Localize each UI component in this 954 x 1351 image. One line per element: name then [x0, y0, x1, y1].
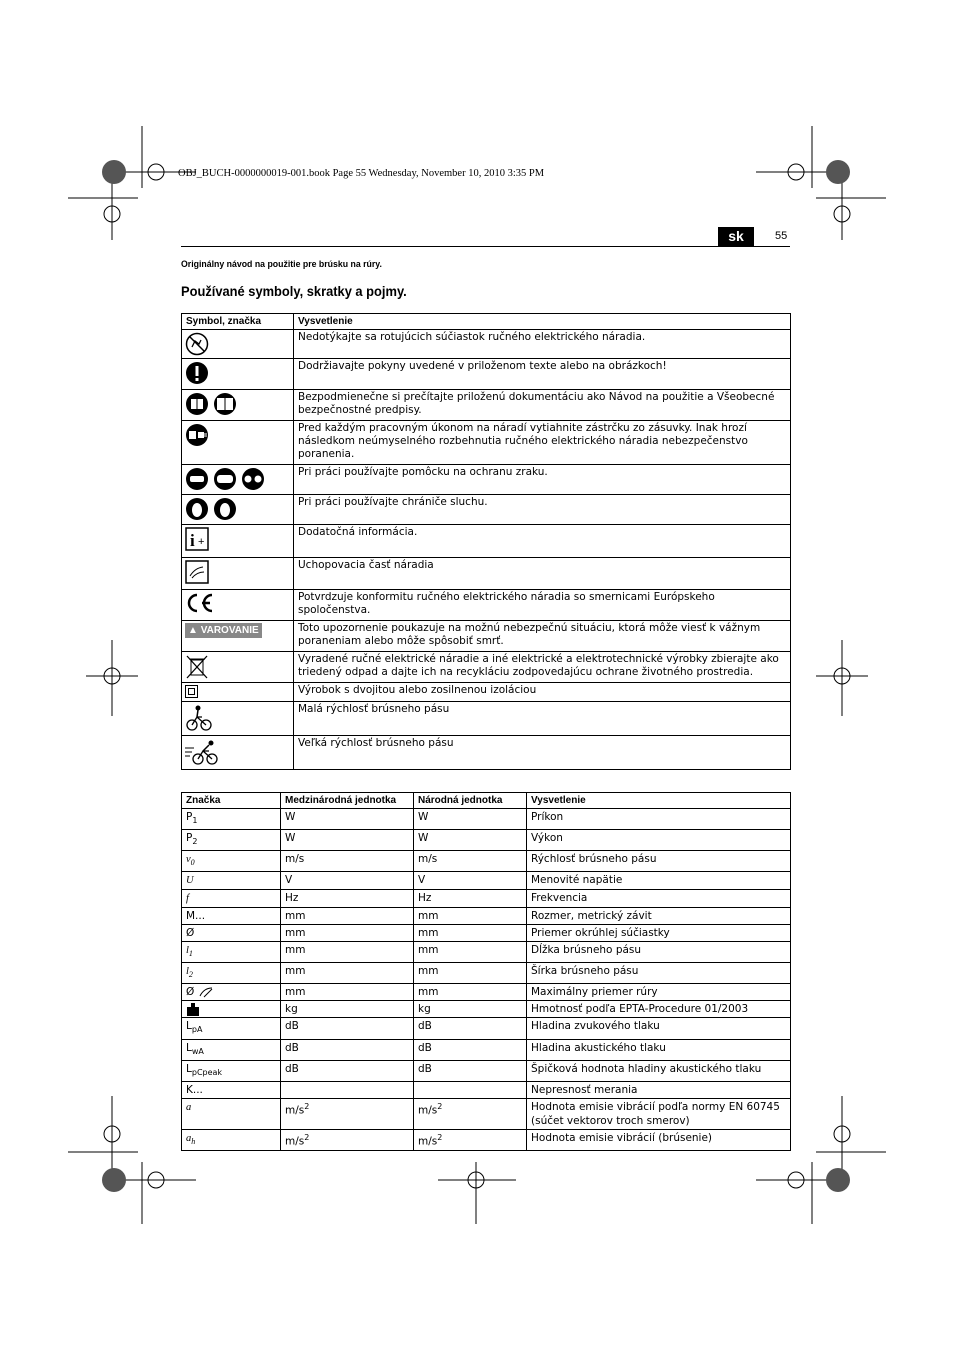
unit-symbol: [182, 872, 281, 890]
national-unit: Hz: [414, 890, 527, 908]
table-row: [182, 1001, 791, 1018]
table-row: [182, 652, 791, 683]
unit-explanation: Príkon: [527, 809, 791, 830]
page-number: 55: [775, 230, 788, 242]
symbol-table-header: [182, 314, 791, 330]
unit-symbol: [182, 830, 281, 851]
table-row: [182, 984, 791, 1001]
table-row: [182, 735, 791, 769]
national-unit: kg: [414, 1001, 527, 1018]
unit-symbol: [182, 908, 281, 925]
unit-explanation: Rýchlosť brúsneho pásu: [527, 851, 791, 872]
unit-symbol: [182, 1039, 281, 1060]
table-row: [182, 465, 791, 495]
header-symbol: Symbol, značka: [182, 314, 294, 330]
international-unit: dB: [281, 1039, 414, 1060]
svg-text:+: +: [198, 536, 205, 548]
unit-symbol: [182, 942, 281, 963]
national-unit: V: [414, 872, 527, 890]
national-unit: m/s: [414, 851, 527, 872]
symbol-subscript: h: [191, 1136, 196, 1146]
international-unit: Hz: [281, 890, 414, 908]
international-unit: dB: [281, 1018, 414, 1039]
symbol-text: Ø: [186, 927, 195, 940]
international-unit: dB: [281, 1060, 414, 1081]
national-unit: W: [414, 809, 527, 830]
table-row: [182, 390, 791, 421]
unit-explanation: Špičková hodnota hladiny akustického tlaku: [527, 1060, 791, 1081]
table-row: [182, 1098, 791, 1129]
international-unit: [281, 1081, 414, 1098]
unit-explanation: Maximálny priemer rúry: [527, 984, 791, 1001]
read-manual-icon: [185, 392, 237, 416]
row-text: Pred každým pracovným úkonom na náradí vytiahnite zástrčku zo zásuvky. Inak hrozí následkom neúmyselného rozbehnutia ručného elektrického náradia nebezpečenstvo poranenia.: [294, 421, 791, 465]
international-unit: V: [281, 872, 414, 890]
grip-icon: [185, 560, 209, 584]
table-row: [182, 890, 791, 908]
symbol-text: L: [186, 1041, 192, 1054]
table-row: [182, 495, 791, 525]
pipe-icon: [198, 986, 214, 998]
ear-protection-icon: [185, 497, 237, 521]
unit-explanation: Menovité napätie: [527, 872, 791, 890]
unit-explanation: Hodnota emisie vibrácií podľa normy EN 60745 (súčet vektorov troch smerov): [527, 1098, 791, 1129]
row-text: Toto upozornenie poukazuje na možnú nebezpečnú situáciu, ktorá môže viesť k vážnym poraneniam alebo môže spôsobiť smrť.: [294, 621, 791, 652]
row-text: Veľká rýchlosť brúsneho pásu: [294, 735, 791, 769]
section-heading: Používané symboly, skratky a pojmy.: [181, 283, 407, 299]
symbol-text: l: [186, 966, 189, 978]
table-row: [182, 683, 791, 702]
international-unit: mm: [281, 908, 414, 925]
table-row: [182, 1018, 791, 1039]
table-row: [182, 1081, 791, 1098]
symbol-text: P: [186, 811, 193, 823]
unit-symbol: [182, 1060, 281, 1081]
weight-icon: [186, 1002, 200, 1016]
national-unit: $m/s^2$: [414, 1129, 527, 1150]
info-icon: [185, 527, 209, 551]
international-unit: W: [281, 830, 414, 851]
table-row: [182, 908, 791, 925]
fast-bicycle-icon: [185, 738, 219, 766]
table-row: [182, 421, 791, 465]
unplug-icon: [185, 423, 209, 447]
symbol-subscript: pA: [191, 1025, 203, 1035]
symbol-text: L: [186, 1020, 192, 1033]
row-text: Bezpodmienečne si prečítajte priloženú dokumentáciu ako Návod na použitie a Všeobecné bezpečnostné predpisy.: [294, 390, 791, 421]
unit-symbol: [182, 984, 281, 1001]
symbol-text: v: [186, 854, 191, 866]
unit-table-header: [182, 793, 791, 809]
table-row: [182, 590, 791, 621]
unit-symbol: [182, 1129, 281, 1150]
row-text: Nedotýkajte sa rotujúcich súčiastok ručného elektrického náradia.: [294, 330, 791, 359]
unit-exponent: 2: [437, 1132, 443, 1142]
unit-explanation: Rozmer, metrický závit: [527, 908, 791, 925]
header-explanation: Vysvetlenie: [294, 314, 791, 330]
symbol-text: a: [186, 1101, 192, 1113]
unit-explanation: Výkon: [527, 830, 791, 851]
row-text: Dodržiavajte pokyny uvedené v priloženom texte alebo na obrázkoch!: [294, 359, 791, 390]
table-row: [182, 525, 791, 558]
international-unit: $m/s^2$: [281, 1129, 414, 1150]
slow-bicycle-icon: [185, 704, 213, 732]
symbol-subscript: pCpeak: [191, 1067, 223, 1077]
row-text: Uchopovacia časť náradia: [294, 558, 791, 590]
header-rule: [181, 246, 790, 247]
international-unit: mm: [281, 984, 414, 1001]
national-unit: mm: [414, 925, 527, 942]
symbol-text: U: [186, 875, 194, 887]
symbol-subscript: 2: [188, 970, 193, 980]
row-text: Pri práci používajte chrániče sluchu.: [294, 495, 791, 525]
table-row: [182, 1060, 791, 1081]
unit-exponent: 2: [304, 1101, 310, 1111]
unit-symbol: [182, 1098, 281, 1129]
symbol-subscript: 1: [188, 949, 193, 959]
national-unit: mm: [414, 984, 527, 1001]
warning-label-text: VAROVANIE: [200, 625, 259, 636]
international-unit: m/s: [281, 851, 414, 872]
national-unit: dB: [414, 1060, 527, 1081]
table-row: [182, 872, 791, 890]
table-row: [182, 558, 791, 590]
unit-table: [181, 792, 791, 1151]
row-text: Vyradené ručné elektrické náradie a iné elektrické a elektrotechnické výrobky zbierajte ako triedený odpad a dajte ich na recykláciu zodpovedajúcu ochrane životného prostredia.: [294, 652, 791, 683]
symbol-text: K...: [186, 1083, 203, 1096]
table-row: [182, 1039, 791, 1060]
symbol-subscript: 0: [190, 858, 195, 868]
unit-explanation: Hladina zvukového tlaku: [527, 1018, 791, 1039]
national-unit: W: [414, 830, 527, 851]
national-unit: [414, 1081, 527, 1098]
unit-symbol: [182, 809, 281, 830]
unit-exponent: 2: [304, 1132, 310, 1142]
symbol-table: [181, 313, 791, 770]
language-tab: sk: [718, 227, 754, 246]
table-row: [182, 330, 791, 359]
table-row: [182, 925, 791, 942]
unit-explanation: Šírka brúsneho pásu: [527, 963, 791, 984]
no-touch-rotating-icon: [185, 332, 209, 356]
warning-triangle-icon: ▲: [188, 625, 198, 636]
exclamation-icon: [185, 361, 209, 385]
unit-table-body: [182, 809, 791, 1151]
unit-symbol: [182, 1018, 281, 1039]
symbol-text: P: [186, 832, 193, 845]
national-unit: $m/s^2$: [414, 1098, 527, 1129]
symbol-subscript: 1: [192, 816, 198, 826]
national-unit: dB: [414, 1018, 527, 1039]
header-international-unit: Medzinárodná jednotka: [281, 793, 414, 809]
unit-symbol: [182, 963, 281, 984]
international-unit: mm: [281, 942, 414, 963]
ce-mark-icon: [185, 592, 215, 614]
table-row: [182, 851, 791, 872]
national-unit: mm: [414, 908, 527, 925]
table-row: [182, 809, 791, 830]
row-text: Pri práci používajte pomôcku na ochranu zraku.: [294, 465, 791, 495]
unit-explanation: Hmotnosť podľa EPTA-Procedure 01/2003: [527, 1001, 791, 1018]
table-row: [182, 1129, 791, 1150]
international-unit: $m/s^2$: [281, 1098, 414, 1129]
international-unit: W: [281, 809, 414, 830]
national-unit: mm: [414, 963, 527, 984]
table-row: [182, 942, 791, 963]
international-unit: kg: [281, 1001, 414, 1018]
svg-text:i: i: [190, 531, 195, 550]
unit-symbol: [182, 925, 281, 942]
table-row: [182, 621, 791, 652]
unit-exponent: 2: [437, 1101, 443, 1111]
symbol-text: L: [186, 1062, 192, 1075]
unit-explanation: Nepresnosť merania: [527, 1081, 791, 1098]
unit-symbol: [182, 890, 281, 908]
symbol-text: a: [186, 1132, 192, 1144]
symbol-text: M...: [186, 910, 206, 923]
unit-explanation: Hodnota emisie vibrácií (brúsenie): [527, 1129, 791, 1150]
row-text: Malá rýchlosť brúsneho pásu: [294, 701, 791, 735]
table-row: [182, 963, 791, 984]
unit-explanation: Frekvencia: [527, 890, 791, 908]
national-unit: dB: [414, 1039, 527, 1060]
unit-explanation: Dĺžka brúsneho pásu: [527, 942, 791, 963]
header-symbol: Značka: [182, 793, 281, 809]
table-row: [182, 359, 791, 390]
national-unit: mm: [414, 942, 527, 963]
row-text: Dodatočná informácia.: [294, 525, 791, 558]
row-text: Potvrdzuje konformitu ručného elektrického náradia so smernicami Európskeho spoločenstva.: [294, 590, 791, 621]
table-row: [182, 701, 791, 735]
unit-symbol: [182, 851, 281, 872]
eye-protection-icon: [185, 467, 265, 491]
symbol-text: f: [186, 893, 189, 905]
crossed-bin-icon: [185, 654, 209, 680]
symbol-subscript: 2: [192, 837, 198, 847]
header-explanation: Vysvetlenie: [527, 793, 791, 809]
unit-symbol: [182, 1081, 281, 1098]
unit-explanation: Priemer okrúhlej súčiastky: [527, 925, 791, 942]
print-header: OBJ_BUCH-0000000019-001.book Page 55 Wednesday, November 10, 2010 3:35 PM: [178, 168, 545, 179]
row-text: Výrobok s dvojitou alebo zosilnenou izoláciou: [294, 683, 791, 702]
symbol-subscript: wA: [191, 1046, 204, 1056]
symbol-text: l: [186, 945, 189, 957]
warning-label: [185, 623, 262, 638]
document-subtitle: Originálny návod na použitie pre brúsku na rúry.: [181, 259, 382, 270]
international-unit: mm: [281, 925, 414, 942]
double-insulation-icon: [185, 685, 198, 698]
symbol-text: Ø: [186, 986, 195, 999]
unit-explanation: Hladina akustického tlaku: [527, 1039, 791, 1060]
header-national-unit: Národná jednotka: [414, 793, 527, 809]
unit-symbol: [182, 1001, 281, 1018]
international-unit: mm: [281, 963, 414, 984]
table-row: [182, 830, 791, 851]
